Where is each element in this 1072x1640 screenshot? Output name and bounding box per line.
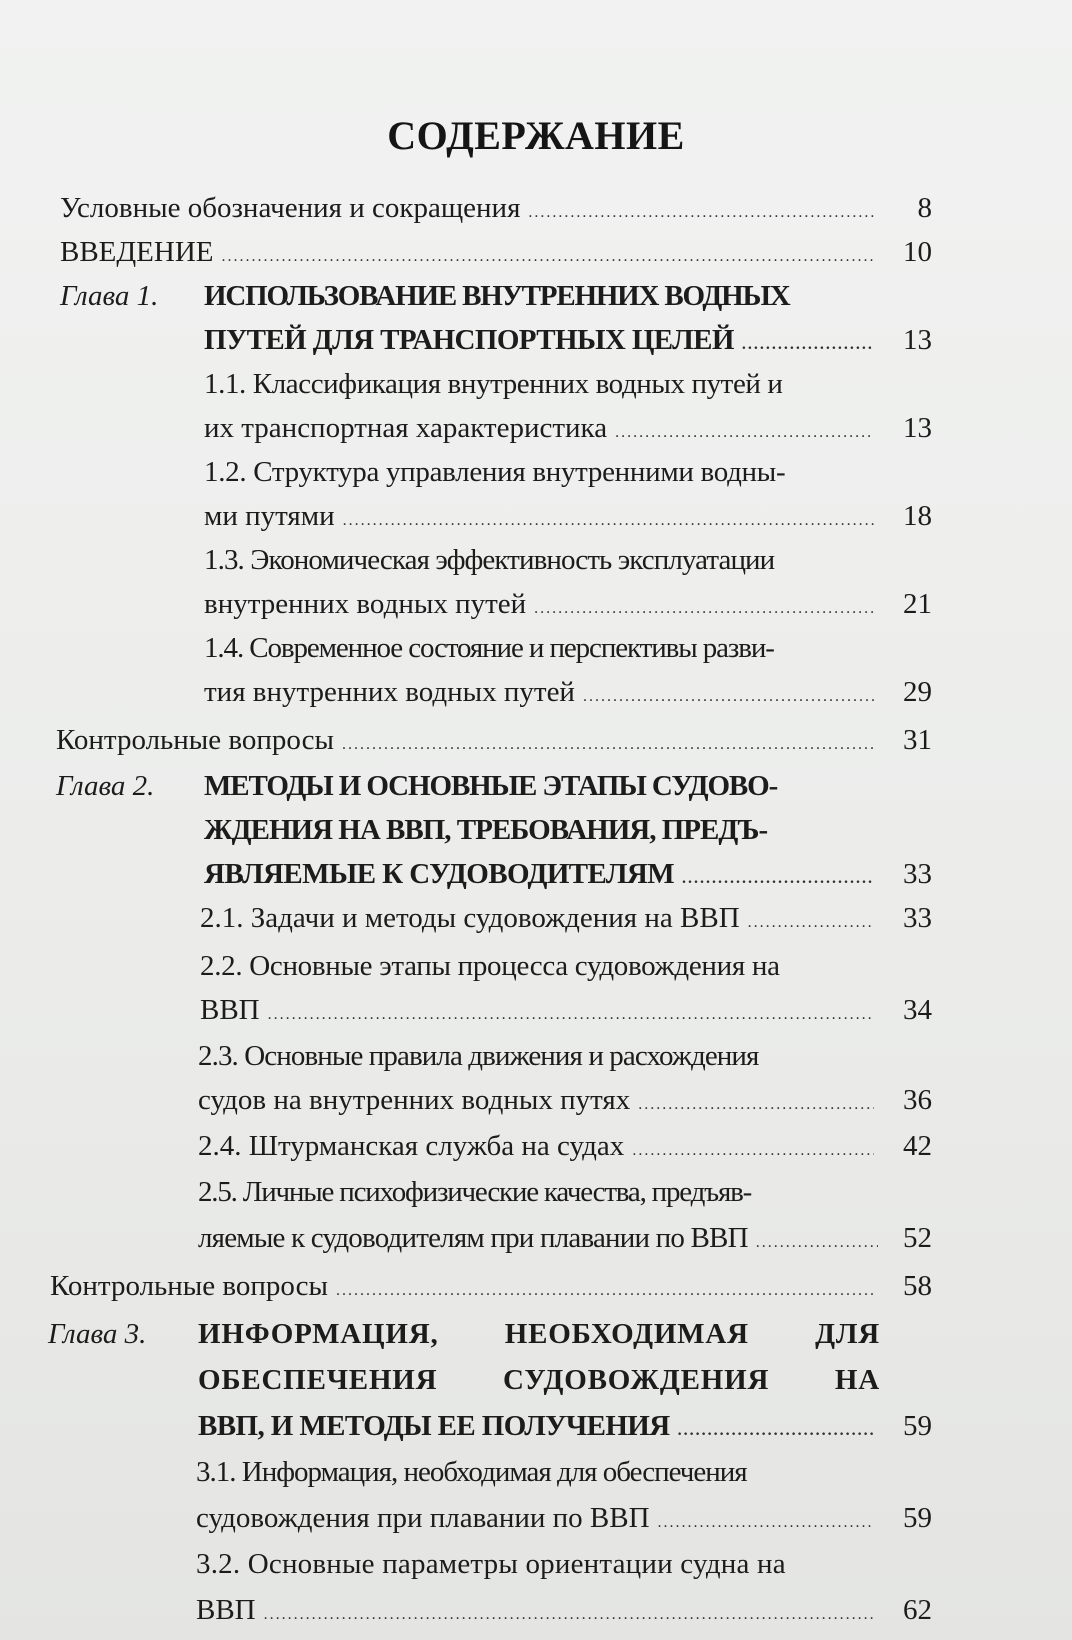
page-number: 29	[903, 676, 932, 708]
toc-entry-introduction[interactable]	[60, 230, 880, 274]
toc-section-2-2-line-2[interactable]: ВВП .....	[200, 988, 880, 1032]
toc-section-1-1-line-1[interactable]: 1.1. Классификация внутренних водных путей и	[204, 368, 783, 400]
leader-dots	[742, 323, 874, 367]
toc-section-3-2-line-1[interactable]: 3.2. Основные параметры ориентации судна на	[196, 1548, 786, 1580]
toc-entry-text: ВВЕДЕНИЕ	[60, 236, 214, 268]
toc-section-1-2-line-2[interactable]: ми путями .....	[204, 494, 880, 538]
leader-dots	[682, 857, 874, 901]
page-number: 42	[903, 1130, 932, 1162]
leader-dots	[583, 675, 874, 719]
leader-dots	[264, 1593, 874, 1637]
leader-dots	[756, 1221, 878, 1265]
toc-section-2-2-line-1[interactable]: 2.2. Основные этапы процесса судовождения на	[200, 950, 780, 982]
toc-chapter-1-line-2[interactable]: ПУТЕЙ ДЛЯ ТРАНСПОРТНЫХ ЦЕЛЕЙ .....	[204, 318, 880, 362]
leader-dots	[748, 901, 874, 945]
toc-chapter-2-line-3[interactable]: ЯВЛЯЕМЫЕ К СУДОВОДИТЕЛЯМ .....	[204, 852, 880, 896]
page-number: 33	[903, 858, 932, 890]
leader-dots	[678, 1409, 874, 1453]
toc-chapter-3-line-3[interactable]: ВВП, И МЕТОДЫ ЕЕ ПОЛУЧЕНИЯ .....	[198, 1404, 880, 1448]
toc-section-3-2-line-2[interactable]: ВВП .....	[196, 1588, 880, 1632]
page-number: 52	[903, 1222, 932, 1254]
leader-dots	[343, 499, 874, 543]
leader-dots	[342, 723, 874, 767]
leader-dots	[658, 1501, 874, 1545]
toc-entry-symbols[interactable]	[60, 186, 880, 230]
page-number: 59	[903, 1410, 932, 1442]
page-number: 33	[903, 902, 932, 934]
toc-entry-text: Условные обозначения и сокращения	[60, 192, 521, 224]
toc-section-1-3-line-2[interactable]: внутренних водных путей .....	[204, 582, 880, 626]
toc-chapter-3-line-2[interactable]: ОБЕСПЕЧЕНИЯ СУДОВОЖДЕНИЯ НА	[198, 1364, 880, 1396]
toc-section-2-4[interactable]: 2.4. Штурманская служба на судах .....	[198, 1124, 880, 1168]
page-number: 31	[903, 724, 932, 756]
toc-section-2-1[interactable]: 2.1. Задачи и методы судовождения на ВВП .....	[200, 896, 880, 940]
leader-dots	[632, 1129, 874, 1173]
toc-section-1-2-line-1[interactable]: 1.2. Структура управления внутренними водны-	[204, 456, 786, 488]
page-number: 21	[903, 588, 932, 620]
toc-section-2-3-line-1[interactable]: 2.3. Основные правила движения и расхождения	[198, 1040, 759, 1072]
toc-section-2-5-line-1[interactable]: 2.5. Личные психофизические качества, предъяв-	[198, 1176, 752, 1208]
toc-chapter-2-line-1[interactable]: МЕТОДЫ И ОСНОВНЫЕ ЭТАПЫ СУДОВО-	[204, 770, 778, 802]
page-number: 8	[917, 192, 932, 224]
leader-dots	[528, 191, 874, 235]
page-number: 34	[903, 994, 932, 1026]
page-number: 13	[903, 412, 932, 444]
leader-dots	[534, 587, 874, 631]
toc-chapter-2-line-2[interactable]: ЖДЕНИЯ НА ВВП, ТРЕБОВАНИЯ, ПРЕДЪ-	[204, 814, 768, 846]
page-number: 13	[903, 324, 932, 356]
leader-dots	[222, 235, 875, 279]
page-number: 36	[903, 1084, 932, 1116]
toc-section-1-1-line-2[interactable]: их транспортная характеристика .....	[204, 406, 880, 450]
chapter-label: Глава 2.	[56, 770, 155, 802]
leader-dots	[638, 1083, 874, 1127]
page-number: 62	[903, 1594, 932, 1626]
toc-section-1-3-line-1[interactable]: 1.3. Экономическая эффективность эксплуатации	[204, 544, 775, 576]
leader-dots	[336, 1269, 874, 1313]
toc-entry-control-questions-2[interactable]: Контрольные вопросы .....	[50, 1264, 880, 1308]
page-number: 58	[903, 1270, 932, 1302]
chapter-label: Глава 3.	[48, 1318, 147, 1350]
toc-chapter-1-line-1[interactable]: ИСПОЛЬЗОВАНИЕ ВНУТРЕННИХ ВОДНЫХ	[204, 280, 790, 312]
toc-section-1-4-line-2[interactable]: тия внутренних водных путей .....	[204, 670, 880, 714]
page-number: 10	[903, 236, 932, 268]
toc-chapter-3-line-1[interactable]: ИНФОРМАЦИЯ, НЕОБХОДИМАЯ ДЛЯ	[198, 1318, 880, 1350]
toc-section-2-5-line-2[interactable]: ляемые к судоводителям при плавании по ВВП .....	[198, 1216, 884, 1260]
toc-section-1-4-line-1[interactable]: 1.4. Современное состояние и перспективы разви-	[204, 632, 774, 664]
toc-section-3-1-line-2[interactable]: судовождения при плавании по ВВП .....	[196, 1496, 880, 1540]
page-number: 59	[903, 1502, 932, 1534]
leader-dots	[268, 993, 874, 1037]
toc-section-3-1-line-1[interactable]: 3.1. Информация, необходимая для обеспечения	[196, 1456, 747, 1488]
page-number: 18	[903, 500, 932, 532]
page-title: СОДЕРЖАНИЕ	[387, 113, 685, 158]
leader-dots	[615, 411, 874, 455]
chapter-label: Глава 1.	[60, 280, 159, 312]
toc-entry-control-questions-1[interactable]: Контрольные вопросы .....	[56, 718, 880, 762]
toc-section-2-3-line-2[interactable]: судов на внутренних водных путях .....	[198, 1078, 880, 1122]
